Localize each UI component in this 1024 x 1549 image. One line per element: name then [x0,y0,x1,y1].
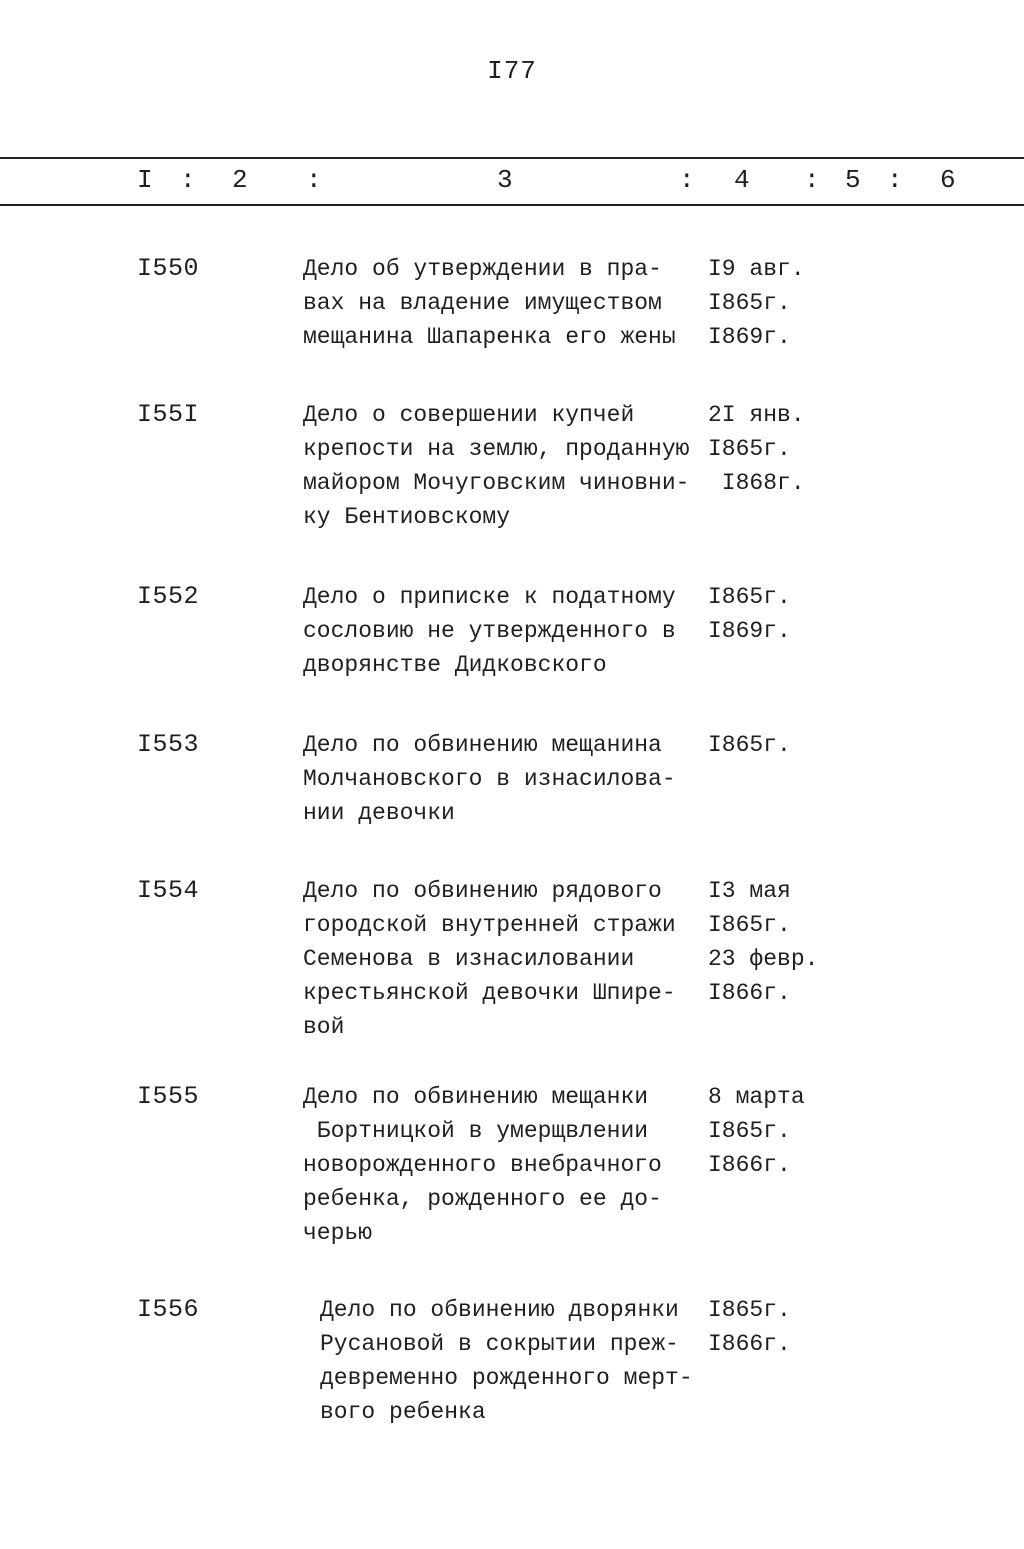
record-title [303,1080,703,1250]
column-header-4: 4 [734,165,750,195]
record-dates [708,398,848,500]
record-dates [708,1080,848,1182]
title-line: Бортницкой в умерщвлении [303,1118,649,1144]
title-line: крестьянской девочки Шпире- [303,980,676,1006]
column-header-1: I [137,165,153,195]
title-line: крепости на землю, проданную [303,436,690,462]
date-line: I3 мая [708,878,791,904]
date-line: I865г. [708,1118,791,1144]
record-dates [708,580,848,648]
title-line: новорожденного внебрачного [303,1152,662,1178]
column-header-5: 5 [845,165,861,195]
record-title [303,874,703,1044]
title-line: городской внутренней стражи [303,912,676,938]
date-line: I865г. [708,584,791,610]
date-line: 23 февр. [708,946,819,972]
title-line: ребенка, рожденного ее до- [303,1186,662,1212]
column-header-2: 2 [232,165,248,195]
title-line: Семенова в изнасиловании [303,946,635,972]
date-line: I868г. [708,470,805,496]
date-line: I865г. [708,732,791,758]
record-number: I55I [137,400,200,429]
title-line: Дело по обвинению рядового [303,878,662,904]
title-line: Дело о совершении купчей [303,402,635,428]
record-dates [708,1293,848,1361]
record-title [303,252,703,354]
table-top-rule [0,157,1024,159]
record-number: I552 [137,582,200,611]
column-header-6: 6 [940,165,956,195]
title-line: Дело по обвинению дворянки [320,1297,679,1323]
title-line: Русановой в сокрытии преж- [320,1331,679,1357]
date-line: I869г. [708,324,791,350]
column-separator: : [306,165,322,195]
title-line: Дело по обвинению мещанки [303,1084,649,1110]
title-line: девременно рожденного мерт- [320,1365,693,1391]
title-line: сословию не утвержденного в [303,618,676,644]
title-line: мещанина Шапаренка его жены [303,324,676,350]
date-line: I865г. [708,912,791,938]
date-line: I865г. [708,436,791,462]
title-line: вой [303,1014,345,1040]
title-line: вах на владение имуществом [303,290,662,316]
date-line: 2I янв. [708,402,805,428]
title-line: черью [303,1220,373,1246]
title-line: Дело по обвинению мещанина [303,732,662,758]
date-line: I869г. [708,618,791,644]
record-title [303,728,703,830]
column-header-row [0,163,1024,197]
date-line: I9 авг. [708,256,805,282]
page-number: I77 [487,56,537,86]
date-line: 8 марта [708,1084,805,1110]
record-number: I553 [137,730,200,759]
date-line: I865г. [708,290,791,316]
record-dates [708,874,848,1010]
title-line: нии девочки [303,800,455,826]
record-number: I555 [137,1082,200,1111]
title-line: вого ребенка [320,1399,486,1425]
column-separator: : [180,165,196,195]
column-separator: : [887,165,903,195]
title-line: Молчановского в изнасилова- [303,766,676,792]
title-line: дворянстве Дидковского [303,652,607,678]
title-line: Дело об утверждении в пра- [303,256,662,282]
date-line: I866г. [708,1152,791,1178]
record-title [320,1293,720,1429]
column-separator: : [679,165,695,195]
record-dates [708,728,848,762]
column-header-3: 3 [497,165,513,195]
record-number: I554 [137,876,200,905]
record-title [303,580,703,682]
title-line: майором Мочуговским чиновни- [303,470,690,496]
record-number: I550 [137,254,200,283]
column-separator: : [804,165,820,195]
date-line: I866г. [708,980,791,1006]
date-line: I866г. [708,1331,791,1357]
title-line: Дело о приписке к податному [303,584,676,610]
table-header-rule [0,204,1024,206]
record-number: I556 [137,1295,200,1324]
record-title [303,398,703,534]
record-dates [708,252,848,354]
date-line: I865г. [708,1297,791,1323]
title-line: ку Бентиовскому [303,504,511,530]
